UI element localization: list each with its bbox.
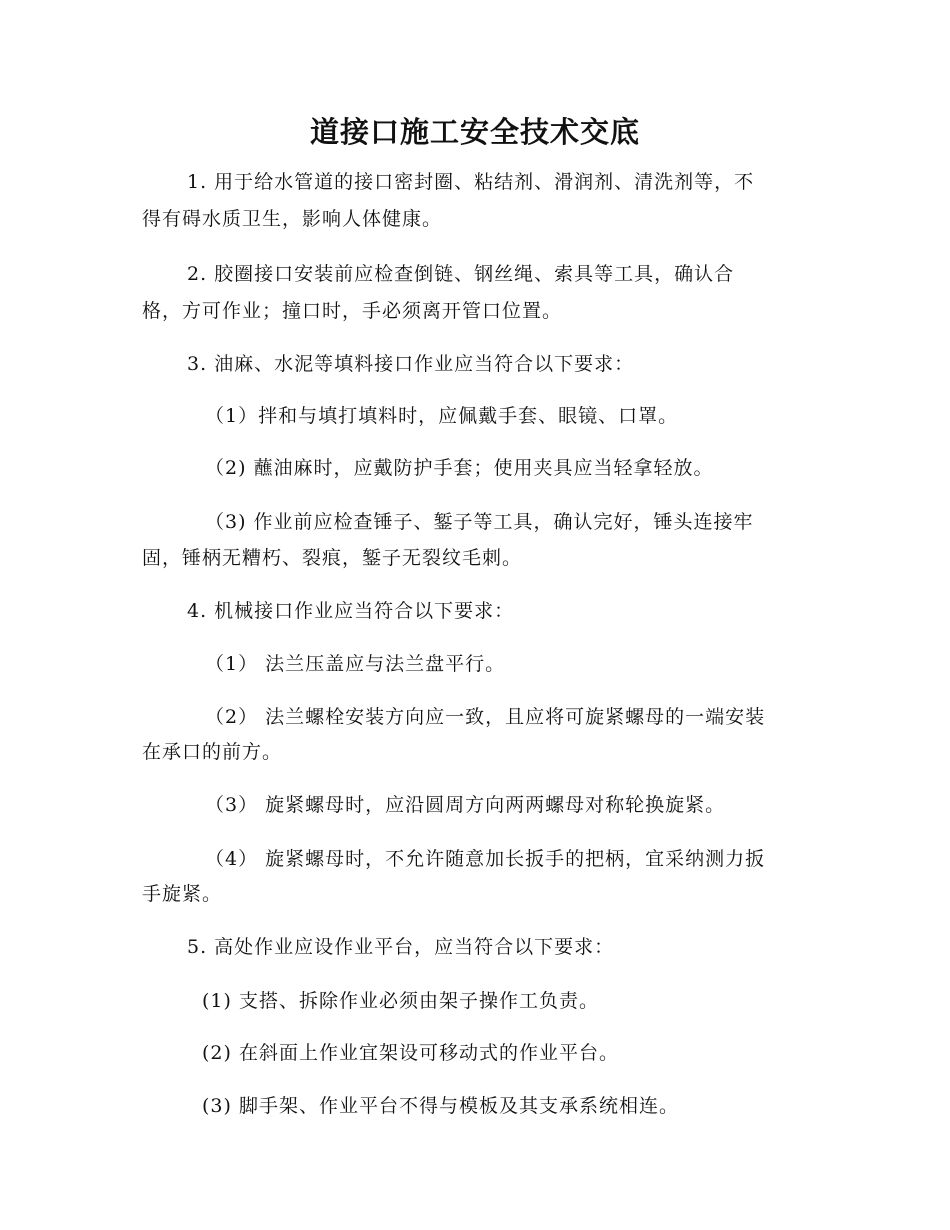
paragraph-3-item-3-line-1: （3) 作业前应检查锤子、錾子等工具，确认完好，锤头连接牢: [205, 511, 754, 533]
paragraph-4-item-4-line-1: （4） 旋紧螺母时，不允许随意加长扳手的把柄，宜采纳测力扳: [205, 848, 766, 870]
paragraph-4-item-1: （1） 法兰压盖应与法兰盘平行。: [205, 653, 506, 675]
paragraph-5-item-2: (2) 在斜面上作业宜架设可移动式的作业平台。: [202, 1042, 619, 1064]
paragraph-4-item-2-line-1: （2） 法兰螺栓安装方向应一致，且应将可旋紧螺母的一端安装: [205, 706, 766, 728]
paragraph-4-item-3: （3） 旋紧螺母时，应沿圆周方向两两螺母对称轮换旋紧。: [205, 794, 726, 816]
paragraph-1-line-2: 得有碍水质卫生，影响人体健康。: [142, 208, 443, 230]
paragraph-5-item-3: (3) 脚手架、作业平台不得与模板及其支承系统相连。: [202, 1095, 679, 1117]
paragraph-1-line-1: 1. 用于给水管道的接口密封圈、粘结剂、滑润剂、清洗剂等，不: [187, 171, 755, 193]
paragraph-4: 4. 机械接口作业应当符合以下要求：: [187, 600, 515, 622]
paragraph-2-line-1: 2. 胶圈接口安装前应检查倒链、钢丝绳、索具等工具，确认合: [187, 263, 735, 285]
paragraph-3-item-2: （2) 蘸油麻时，应戴防护手套；使用夹具应当轻拿轻放。: [205, 457, 714, 479]
paragraph-2-line-2: 格，方可作业；撞口时，手必须离开管口位置。: [142, 300, 563, 322]
paragraph-3: 3. 油麻、水泥等填料接口作业应当符合以下要求：: [187, 353, 635, 375]
paragraph-3-item-3-line-2: 固，锤柄无糟朽、裂痕，錾子无裂纹毛刺。: [142, 547, 523, 569]
paragraph-5: 5. 高处作业应设作业平台，应当符合以下要求：: [187, 936, 615, 958]
paragraph-3-item-1: （1）拌和与填打填料时，应佩戴手套、眼镜、口罩。: [205, 405, 679, 427]
paragraph-4-item-4-line-2: 手旋紧。: [142, 883, 223, 905]
document-title: 道接口施工安全技术交底: [309, 115, 640, 149]
paragraph-4-item-2-line-2: 在承口的前方。: [142, 741, 283, 763]
paragraph-5-item-1: (1) 支搭、拆除作业必须由架子操作工负责。: [202, 990, 599, 1012]
